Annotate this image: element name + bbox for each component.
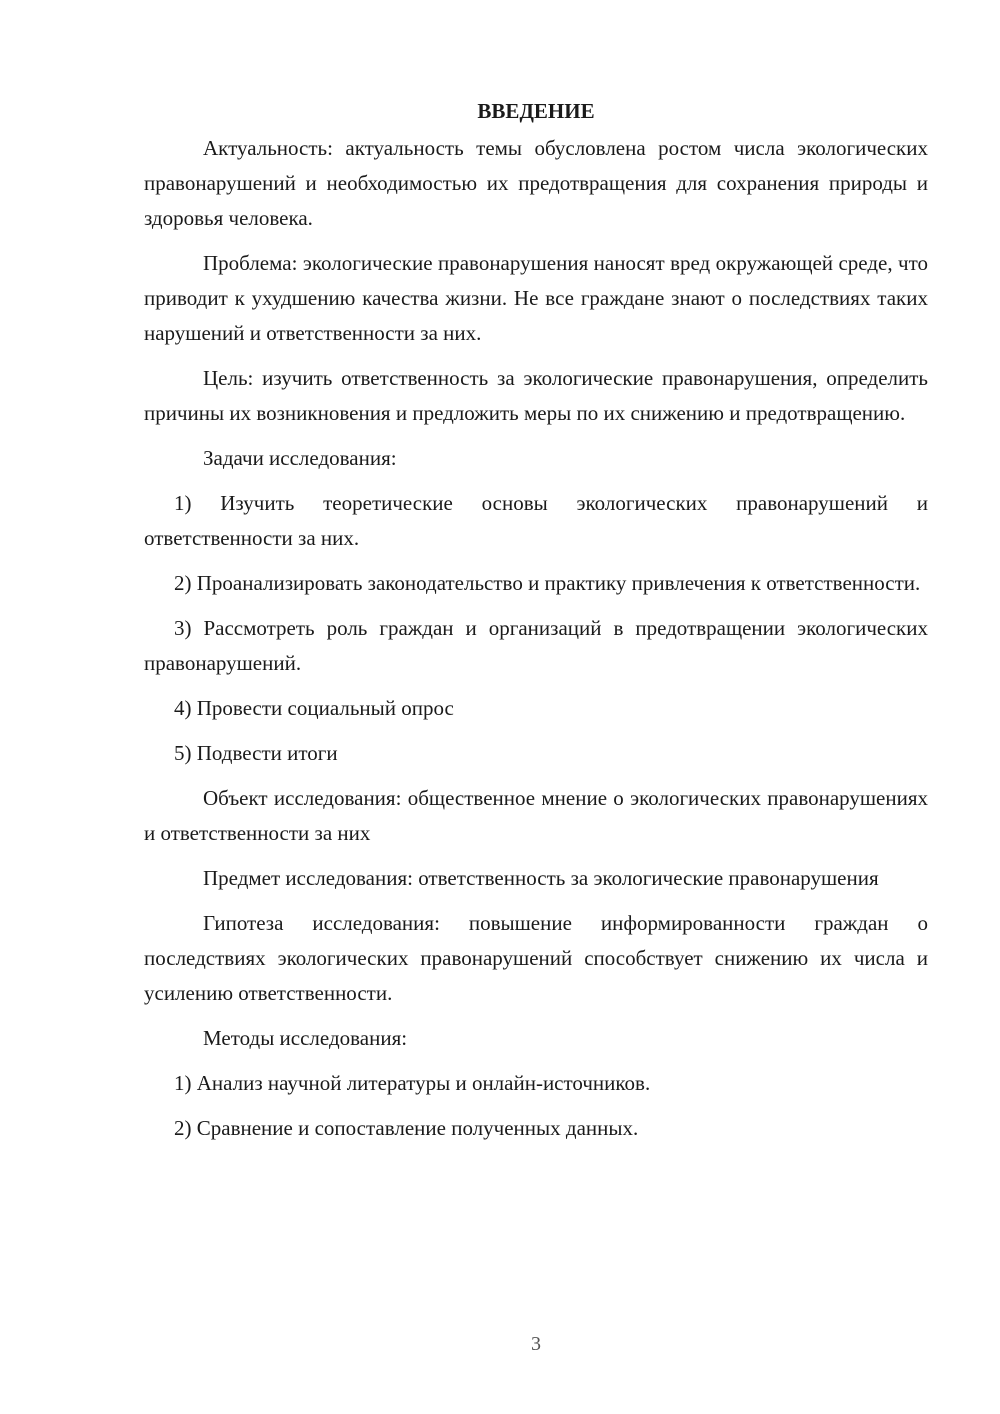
- paragraph-methods-title: Методы исследования:: [203, 1026, 408, 1050]
- method-item-1: 1) Анализ научной литературы и онлайн-источников.: [174, 1071, 651, 1095]
- task-item-1: 1) Изучить теоретические основы экологических правонарушений и ответственности за них.: [144, 491, 928, 550]
- task-item-3: 3) Рассмотреть роль граждан и организаций в предотвращении экологических правонарушений.: [144, 616, 928, 675]
- page-number: 3: [531, 1333, 541, 1355]
- task-item-2: 2) Проанализировать законодательство и практику привлечения к ответственности.: [174, 571, 921, 595]
- paragraph-hypothesis: Гипотеза исследования: повышение информированности граждан о последствиях экологических правонарушений способствует снижению их числа и усилению ответственности.: [144, 911, 928, 1005]
- paragraph-problem: Проблема: экологические правонарушения наносят вред окружающей среде, что приводит к ухудшению качества жизни. Не все граждане знают о последствиях таких нарушений и ответственности за них.: [144, 251, 928, 345]
- method-item-2: 2) Сравнение и сопоставление полученных данных.: [174, 1116, 639, 1140]
- paragraph-subject: Предмет исследования: ответственность за экологические правонарушения: [203, 866, 879, 890]
- paragraph-object: Объект исследования: общественное мнение о экологических правонарушениях и ответственности за них: [144, 786, 928, 845]
- paragraph-tasks-title: Задачи исследования:: [203, 446, 397, 470]
- section-heading: ВВЕДЕНИЕ: [477, 99, 595, 123]
- task-item-5: 5) Подвести итоги: [174, 741, 338, 765]
- paragraph-goal: Цель: изучить ответственность за экологические правонарушения, определить причины их возникновения и предложить меры по их снижению и предотвращению.: [144, 366, 928, 425]
- task-item-4: 4) Провести социальный опрос: [174, 696, 454, 720]
- page-content: [144, 96, 928, 1156]
- paragraph-relevance: Актуальность: актуальность темы обусловлена ростом числа экологических правонарушений и необходимостью их предотвращения для сохранения природы и здоровья человека.: [144, 136, 928, 230]
